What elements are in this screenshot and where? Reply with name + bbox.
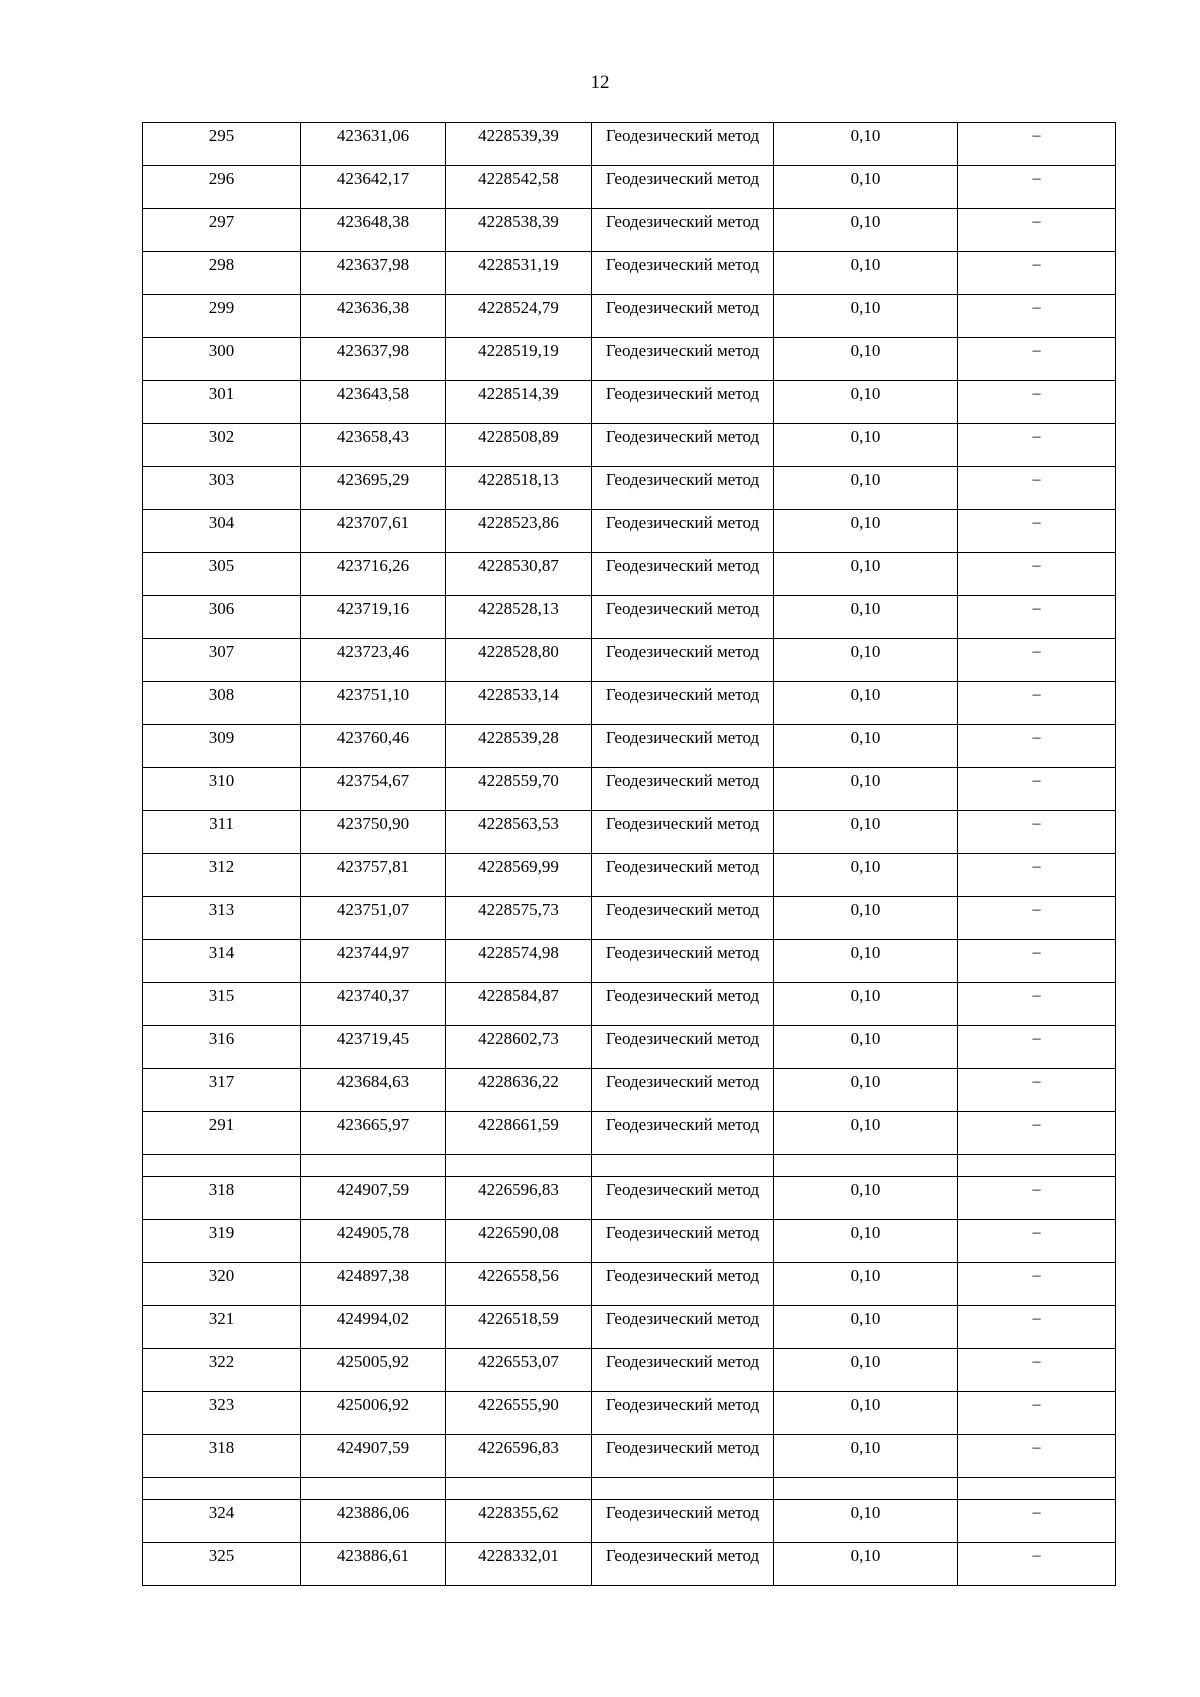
coordinate-y-cell: 4228519,19	[446, 338, 592, 381]
accuracy-cell: 0,10	[774, 811, 958, 854]
accuracy-cell: 0,10	[774, 897, 958, 940]
method-cell: Геодезический метод	[592, 940, 774, 983]
note-cell: –	[958, 854, 1116, 897]
accuracy-cell: 0,10	[774, 424, 958, 467]
coordinate-y-cell: 4226596,83	[446, 1435, 592, 1478]
coordinate-x-cell: 423760,46	[301, 725, 446, 768]
note-cell: –	[958, 510, 1116, 553]
coordinate-y-cell: 4228530,87	[446, 553, 592, 596]
coordinate-x-cell: 425005,92	[301, 1349, 446, 1392]
coordinate-y-cell: 4226558,56	[446, 1263, 592, 1306]
coordinate-y-cell: 4228539,28	[446, 725, 592, 768]
accuracy-cell: 0,10	[774, 1112, 958, 1155]
accuracy-cell: 0,10	[774, 682, 958, 725]
note-cell: –	[958, 295, 1116, 338]
note-cell: –	[958, 1543, 1116, 1586]
point-number-cell: 291	[143, 1112, 301, 1155]
method-cell: Геодезический метод	[592, 682, 774, 725]
method-cell: Геодезический метод	[592, 1392, 774, 1435]
point-number-cell: 313	[143, 897, 301, 940]
table-row	[143, 1177, 1116, 1220]
coordinate-x-cell: 423643,58	[301, 381, 446, 424]
empty-cell	[301, 1478, 446, 1500]
table-row	[143, 1220, 1116, 1263]
method-cell: Геодезический метод	[592, 596, 774, 639]
point-number-cell: 303	[143, 467, 301, 510]
table-row	[143, 510, 1116, 553]
table-row	[143, 639, 1116, 682]
accuracy-cell: 0,10	[774, 553, 958, 596]
point-number-cell: 299	[143, 295, 301, 338]
method-cell: Геодезический метод	[592, 1069, 774, 1112]
note-cell: –	[958, 1177, 1116, 1220]
coordinate-x-cell: 423695,29	[301, 467, 446, 510]
point-number-cell: 305	[143, 553, 301, 596]
point-number-cell: 320	[143, 1263, 301, 1306]
table-row	[143, 295, 1116, 338]
coordinate-y-cell: 4226518,59	[446, 1306, 592, 1349]
point-number-cell: 318	[143, 1435, 301, 1478]
note-cell: –	[958, 768, 1116, 811]
table-row	[143, 725, 1116, 768]
coordinate-y-cell: 4226555,90	[446, 1392, 592, 1435]
coordinate-x-cell: 423637,98	[301, 338, 446, 381]
accuracy-cell: 0,10	[774, 940, 958, 983]
method-cell: Геодезический метод	[592, 1435, 774, 1478]
note-cell: –	[958, 1435, 1116, 1478]
coordinate-y-cell: 4228539,39	[446, 123, 592, 166]
note-cell: –	[958, 1220, 1116, 1263]
point-number-cell: 295	[143, 123, 301, 166]
note-cell: –	[958, 424, 1116, 467]
coordinate-y-cell: 4228574,98	[446, 940, 592, 983]
method-cell: Геодезический метод	[592, 725, 774, 768]
accuracy-cell: 0,10	[774, 295, 958, 338]
point-number-cell: 296	[143, 166, 301, 209]
point-number-cell: 319	[143, 1220, 301, 1263]
table-row	[143, 123, 1116, 166]
point-number-cell: 310	[143, 768, 301, 811]
point-number-cell: 324	[143, 1500, 301, 1543]
table-row	[143, 1263, 1116, 1306]
point-number-cell: 318	[143, 1177, 301, 1220]
page-number: 12	[590, 72, 610, 93]
coordinate-x-cell: 423886,61	[301, 1543, 446, 1586]
table-row	[143, 1026, 1116, 1069]
table-row	[143, 1349, 1116, 1392]
point-number-cell: 317	[143, 1069, 301, 1112]
coordinate-y-cell: 4226590,08	[446, 1220, 592, 1263]
accuracy-cell: 0,10	[774, 1543, 958, 1586]
coordinate-x-cell: 424897,38	[301, 1263, 446, 1306]
coordinate-x-cell: 423716,26	[301, 553, 446, 596]
coordinate-x-cell: 423707,61	[301, 510, 446, 553]
coordinate-y-cell: 4228508,89	[446, 424, 592, 467]
note-cell: –	[958, 123, 1116, 166]
table-row	[143, 1500, 1116, 1543]
method-cell: Геодезический метод	[592, 811, 774, 854]
note-cell: –	[958, 940, 1116, 983]
method-cell: Геодезический метод	[592, 983, 774, 1026]
coordinates-table-body	[143, 123, 1116, 1586]
table-row	[143, 768, 1116, 811]
empty-cell	[446, 1155, 592, 1177]
accuracy-cell: 0,10	[774, 1177, 958, 1220]
table-row	[143, 381, 1116, 424]
method-cell: Геодезический метод	[592, 1263, 774, 1306]
table-row	[143, 338, 1116, 381]
table-row	[143, 467, 1116, 510]
table-separator-row	[143, 1155, 1116, 1177]
coordinate-x-cell: 423723,46	[301, 639, 446, 682]
table-row	[143, 983, 1116, 1026]
table-separator-row	[143, 1478, 1116, 1500]
accuracy-cell: 0,10	[774, 123, 958, 166]
coordinate-y-cell: 4228528,13	[446, 596, 592, 639]
coordinate-x-cell: 423744,97	[301, 940, 446, 983]
note-cell: –	[958, 983, 1116, 1026]
table-row	[143, 252, 1116, 295]
accuracy-cell: 0,10	[774, 166, 958, 209]
method-cell: Геодезический метод	[592, 338, 774, 381]
table-row	[143, 209, 1116, 252]
note-cell: –	[958, 1349, 1116, 1392]
note-cell: –	[958, 639, 1116, 682]
coordinate-x-cell: 423740,37	[301, 983, 446, 1026]
note-cell: –	[958, 1500, 1116, 1543]
accuracy-cell: 0,10	[774, 768, 958, 811]
coordinate-y-cell: 4228569,99	[446, 854, 592, 897]
note-cell: –	[958, 553, 1116, 596]
note-cell: –	[958, 1392, 1116, 1435]
coordinate-y-cell: 4228524,79	[446, 295, 592, 338]
method-cell: Геодезический метод	[592, 1349, 774, 1392]
note-cell: –	[958, 682, 1116, 725]
method-cell: Геодезический метод	[592, 424, 774, 467]
point-number-cell: 302	[143, 424, 301, 467]
accuracy-cell: 0,10	[774, 209, 958, 252]
coordinate-y-cell: 4228528,80	[446, 639, 592, 682]
point-number-cell: 300	[143, 338, 301, 381]
accuracy-cell: 0,10	[774, 725, 958, 768]
coordinate-y-cell: 4228518,13	[446, 467, 592, 510]
empty-cell	[592, 1478, 774, 1500]
point-number-cell: 312	[143, 854, 301, 897]
method-cell: Геодезический метод	[592, 510, 774, 553]
method-cell: Геодезический метод	[592, 467, 774, 510]
coordinate-x-cell: 424907,59	[301, 1435, 446, 1478]
method-cell: Геодезический метод	[592, 1220, 774, 1263]
table-row	[143, 682, 1116, 725]
accuracy-cell: 0,10	[774, 1435, 958, 1478]
point-number-cell: 321	[143, 1306, 301, 1349]
method-cell: Геодезический метод	[592, 768, 774, 811]
point-number-cell: 298	[143, 252, 301, 295]
method-cell: Геодезический метод	[592, 854, 774, 897]
accuracy-cell: 0,10	[774, 1069, 958, 1112]
coordinate-x-cell: 425006,92	[301, 1392, 446, 1435]
accuracy-cell: 0,10	[774, 510, 958, 553]
empty-cell	[958, 1155, 1116, 1177]
note-cell: –	[958, 1112, 1116, 1155]
coordinate-y-cell: 4228602,73	[446, 1026, 592, 1069]
note-cell: –	[958, 1026, 1116, 1069]
coordinate-y-cell: 4228355,62	[446, 1500, 592, 1543]
accuracy-cell: 0,10	[774, 983, 958, 1026]
accuracy-cell: 0,10	[774, 338, 958, 381]
table-row	[143, 424, 1116, 467]
method-cell: Геодезический метод	[592, 1500, 774, 1543]
coordinate-y-cell: 4228542,58	[446, 166, 592, 209]
empty-cell	[774, 1155, 958, 1177]
note-cell: –	[958, 897, 1116, 940]
table-row	[143, 811, 1116, 854]
coordinate-y-cell: 4228523,86	[446, 510, 592, 553]
accuracy-cell: 0,10	[774, 252, 958, 295]
coordinate-x-cell: 423757,81	[301, 854, 446, 897]
empty-cell	[958, 1478, 1116, 1500]
coordinate-x-cell: 423642,17	[301, 166, 446, 209]
point-number-cell: 304	[143, 510, 301, 553]
point-number-cell: 322	[143, 1349, 301, 1392]
table-row	[143, 1069, 1116, 1112]
coordinate-x-cell: 424907,59	[301, 1177, 446, 1220]
coordinate-y-cell: 4228514,39	[446, 381, 592, 424]
accuracy-cell: 0,10	[774, 1220, 958, 1263]
empty-cell	[774, 1478, 958, 1500]
note-cell: –	[958, 725, 1116, 768]
accuracy-cell: 0,10	[774, 1306, 958, 1349]
method-cell: Геодезический метод	[592, 123, 774, 166]
coordinate-x-cell: 423751,07	[301, 897, 446, 940]
coordinate-x-cell: 423754,67	[301, 768, 446, 811]
empty-cell	[592, 1155, 774, 1177]
coordinate-y-cell: 4228559,70	[446, 768, 592, 811]
accuracy-cell: 0,10	[774, 1500, 958, 1543]
coordinate-y-cell: 4228636,22	[446, 1069, 592, 1112]
point-number-cell: 311	[143, 811, 301, 854]
method-cell: Геодезический метод	[592, 252, 774, 295]
accuracy-cell: 0,10	[774, 467, 958, 510]
note-cell: –	[958, 381, 1116, 424]
point-number-cell: 308	[143, 682, 301, 725]
method-cell: Геодезический метод	[592, 1026, 774, 1069]
accuracy-cell: 0,10	[774, 381, 958, 424]
point-number-cell: 306	[143, 596, 301, 639]
accuracy-cell: 0,10	[774, 1392, 958, 1435]
empty-cell	[143, 1478, 301, 1500]
method-cell: Геодезический метод	[592, 209, 774, 252]
coordinate-x-cell: 423658,43	[301, 424, 446, 467]
note-cell: –	[958, 166, 1116, 209]
point-number-cell: 297	[143, 209, 301, 252]
accuracy-cell: 0,10	[774, 1349, 958, 1392]
accuracy-cell: 0,10	[774, 639, 958, 682]
note-cell: –	[958, 1306, 1116, 1349]
coordinate-y-cell: 4228538,39	[446, 209, 592, 252]
coordinate-y-cell: 4228661,59	[446, 1112, 592, 1155]
method-cell: Геодезический метод	[592, 1112, 774, 1155]
coordinate-x-cell: 423719,16	[301, 596, 446, 639]
coordinate-x-cell: 424994,02	[301, 1306, 446, 1349]
coordinate-x-cell: 423665,97	[301, 1112, 446, 1155]
coordinates-table	[142, 122, 1116, 1586]
point-number-cell: 323	[143, 1392, 301, 1435]
coordinate-x-cell: 423636,38	[301, 295, 446, 338]
method-cell: Геодезический метод	[592, 639, 774, 682]
coordinate-x-cell: 424905,78	[301, 1220, 446, 1263]
table-row	[143, 854, 1116, 897]
table-row	[143, 1112, 1116, 1155]
coordinate-x-cell: 423631,06	[301, 123, 446, 166]
coordinate-y-cell: 4228332,01	[446, 1543, 592, 1586]
coordinate-y-cell: 4226553,07	[446, 1349, 592, 1392]
coordinate-x-cell: 423751,10	[301, 682, 446, 725]
table-row	[143, 596, 1116, 639]
point-number-cell: 301	[143, 381, 301, 424]
coordinate-y-cell: 4226596,83	[446, 1177, 592, 1220]
note-cell: –	[958, 1263, 1116, 1306]
point-number-cell: 325	[143, 1543, 301, 1586]
table-row	[143, 1543, 1116, 1586]
note-cell: –	[958, 1069, 1116, 1112]
coordinate-y-cell: 4228533,14	[446, 682, 592, 725]
coordinate-y-cell: 4228563,53	[446, 811, 592, 854]
note-cell: –	[958, 811, 1116, 854]
coordinate-x-cell: 423637,98	[301, 252, 446, 295]
point-number-cell: 316	[143, 1026, 301, 1069]
coordinate-y-cell: 4228531,19	[446, 252, 592, 295]
method-cell: Геодезический метод	[592, 166, 774, 209]
table-row	[143, 166, 1116, 209]
table-row	[143, 553, 1116, 596]
method-cell: Геодезический метод	[592, 381, 774, 424]
coordinate-x-cell: 423684,63	[301, 1069, 446, 1112]
coordinate-y-cell: 4228575,73	[446, 897, 592, 940]
accuracy-cell: 0,10	[774, 1026, 958, 1069]
accuracy-cell: 0,10	[774, 854, 958, 897]
method-cell: Геодезический метод	[592, 1306, 774, 1349]
point-number-cell: 307	[143, 639, 301, 682]
note-cell: –	[958, 596, 1116, 639]
point-number-cell: 315	[143, 983, 301, 1026]
note-cell: –	[958, 338, 1116, 381]
point-number-cell: 314	[143, 940, 301, 983]
coordinate-y-cell: 4228584,87	[446, 983, 592, 1026]
note-cell: –	[958, 467, 1116, 510]
method-cell: Геодезический метод	[592, 1543, 774, 1586]
coordinate-x-cell: 423750,90	[301, 811, 446, 854]
accuracy-cell: 0,10	[774, 1263, 958, 1306]
table-row	[143, 1306, 1116, 1349]
table-row	[143, 1392, 1116, 1435]
table-row	[143, 897, 1116, 940]
note-cell: –	[958, 209, 1116, 252]
empty-cell	[301, 1155, 446, 1177]
note-cell: –	[958, 252, 1116, 295]
empty-cell	[143, 1155, 301, 1177]
method-cell: Геодезический метод	[592, 897, 774, 940]
method-cell: Геодезический метод	[592, 1177, 774, 1220]
table-row	[143, 1435, 1116, 1478]
coordinate-x-cell: 423719,45	[301, 1026, 446, 1069]
coordinate-x-cell: 423648,38	[301, 209, 446, 252]
empty-cell	[446, 1478, 592, 1500]
method-cell: Геодезический метод	[592, 295, 774, 338]
point-number-cell: 309	[143, 725, 301, 768]
accuracy-cell: 0,10	[774, 596, 958, 639]
table-row	[143, 940, 1116, 983]
method-cell: Геодезический метод	[592, 553, 774, 596]
coordinate-x-cell: 423886,06	[301, 1500, 446, 1543]
